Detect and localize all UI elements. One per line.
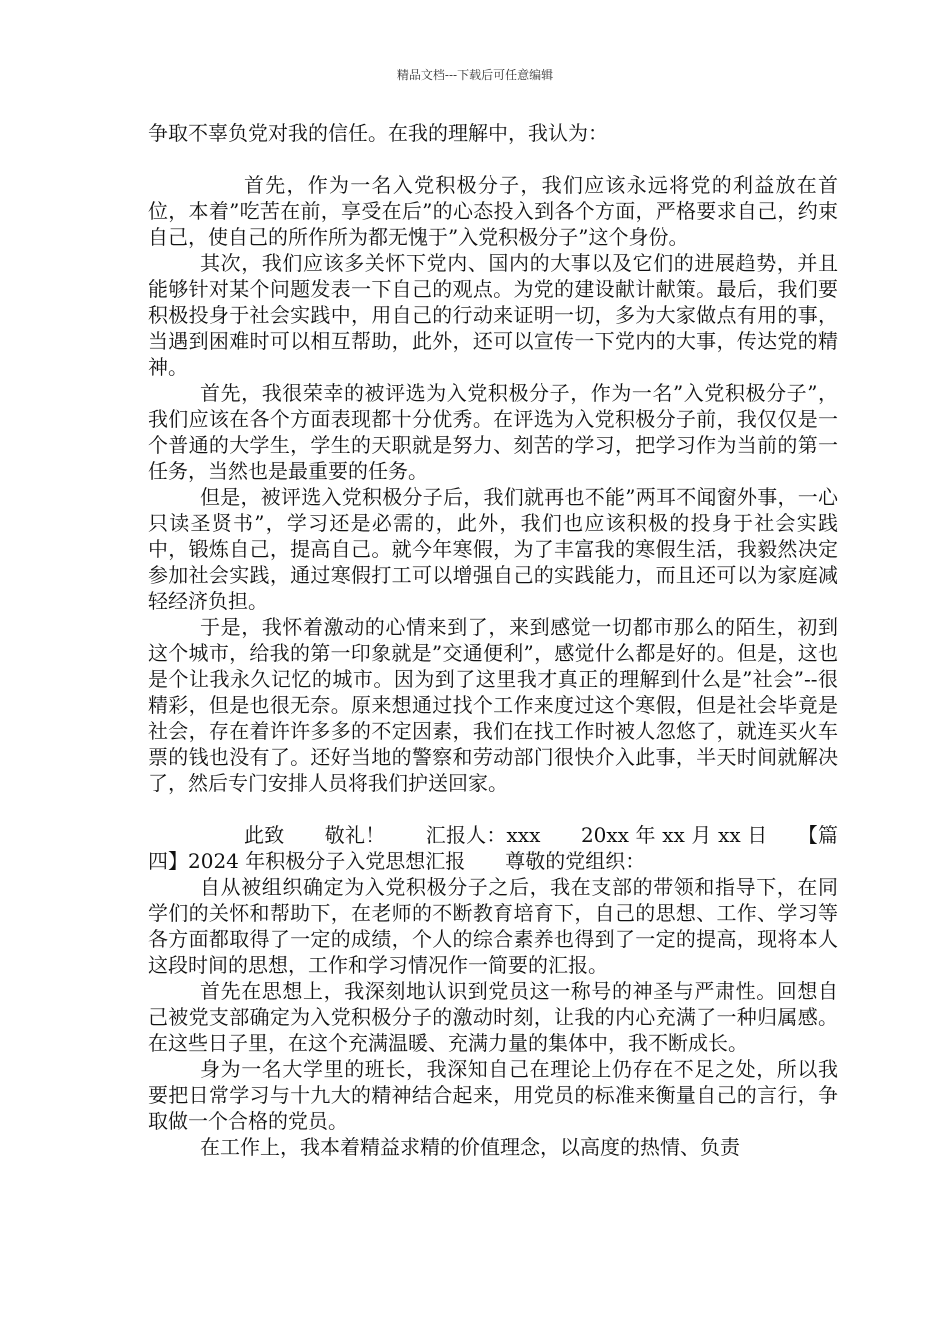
paragraph-continuation: 争取不辜负党对我的信任。在我的理解中，我认为：: [148, 121, 608, 145]
paragraph: 身为一名大学里的班长，我深知自己在理论上仍存在不足之处，所以我要把日常学习与十九大的精神结合起来，用党员的标准来衡量自己的言行，争取做一个合格的党员。: [148, 1057, 838, 1133]
paragraph: 首先，我很荣幸的被评选为入党积极分子，作为一名”入党积极分子”，我们应该在各个方面表现都十分优秀。在评选为入党积极分子前，我仅仅是一个普通的大学生，学生的天职就是努力、刻苦的学习，把学习作为当前的第一任务，当然也是最重要的任务。: [148, 381, 838, 483]
paragraph: 首先在思想上，我深刻地认识到党员这一称号的神圣与严肃性。回想自己被党支部确定为入党积极分子的激动时刻，让我的内心充满了一种归属感。在这些日子里，在这个充满温暖、充满力量的集体中，我不断成长。: [148, 979, 838, 1055]
paragraph: 但是，被评选入党积极分子后，我们就再也不能”两耳不闻窗外事，一心只读圣贤书”，学习还是必需的，此外，我们也应该积极的投身于社会实践中，锻炼自己，提高自己。就今年寒假，为了丰富我的寒假生活，我毅然决定参加社会实践，通过寒假打工可以增强自己的实践能力，而且还可以为家庭减轻经济负担。: [148, 485, 838, 613]
closing-and-section-heading: 此致 敬礼！ 汇报人：xxx 20xx 年 xx 月 xx 日 【篇四】2024 年积极分子入党思想汇报 尊敬的党组织：: [148, 823, 838, 873]
paragraph-truncated: 在工作上，我本着精益求精的价值理念，以高度的热情、负责: [200, 1135, 740, 1159]
paragraph: 其次，我们应该多关怀下党内、国内的大事以及它们的进展趋势，并且能够针对某个问题发表一下自己的观点。为党的建设献计献策。最后，我们要积极投身于社会实践中，用自己的行动来证明一切，多为大家做点有用的事，当遇到困难时可以相互帮助，此外，还可以宣传一下党内的大事，传达党的精神。: [148, 251, 838, 379]
document-body: [148, 120, 838, 1160]
paragraph: 于是，我怀着激动的心情来到了，来到感觉一切都市那么的陌生，初到这个城市，给我的第一印象就是”交通便利”，感觉什么都是好的。但是，这也是个让我永久记忆的城市。因为到了这里我才真正的理解到什么是”社会”--很精彩，但是也很无奈。原来想通过找个工作来度过这个寒假，但是社会毕竟是社会，存在着许许多多的不定因素，我们在找工作时被人忽悠了，就连买火车票的钱也没有了。还好当地的警察和劳动部门很快介入此事，半天时间就解决了，然后专门安排人员将我们护送回家。: [148, 615, 838, 795]
page-header-note: 精品文档---下载后可任意编辑: [396, 68, 554, 82]
paragraph: 首先，作为一名入党积极分子，我们应该永远将党的利益放在首位，本着”吃苦在前，享受在后”的心态投入到各个方面，严格要求自己，约束自己，使自己的所作所为都无愧于”入党积极分子”这个身份。: [148, 173, 838, 249]
paragraph: 自从被组织确定为入党积极分子之后，我在支部的带领和指导下，在同学们的关怀和帮助下，在老师的不断教育培育下，自己的思想、工作、学习等各方面都取得了一定的成绩，个人的综合素养也得到了一定的提高，现将本人这段时间的思想，工作和学习情况作一简要的汇报。: [148, 875, 838, 977]
